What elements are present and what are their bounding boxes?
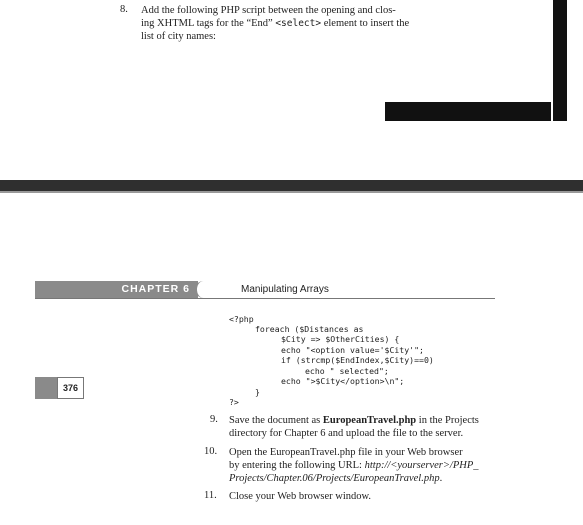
chapter-tab-notch [195, 281, 231, 298]
page-number-box [35, 377, 84, 399]
code-line: echo "<option value='$City'"; [281, 345, 424, 355]
code-line: ?> [229, 397, 239, 407]
chapter-title: Manipulating Arrays [241, 284, 329, 295]
step-9-line-2: directory for Chapter 6 and upload the file to the server. [229, 428, 464, 439]
decorative-bar-vertical [553, 0, 567, 121]
decorative-bar-horizontal [385, 102, 551, 121]
step-10-line-3-post: . [439, 473, 443, 484]
chapter-header [35, 281, 495, 299]
code-line: } [255, 387, 260, 397]
code-line: $City => $OtherCities) { [281, 334, 400, 344]
step-10-url-part-2: Projects/Chapter.06/Projects/EuropeanTravel.php [229, 473, 440, 484]
step-8-line-3: list of city names: [141, 31, 216, 42]
step-9-pre: Save the document as [229, 415, 323, 426]
step-9-number: 9. [210, 414, 218, 425]
step-8-number: 8. [120, 4, 128, 15]
code-line: echo ">$City</option>\n"; [281, 376, 405, 386]
step-10-url-part-1: http://<yourserver>/PHP_ [364, 460, 479, 471]
step-9-text [229, 414, 499, 440]
step-9-post: in the Projects [416, 415, 479, 426]
step-8-line-2-post: element to insert the [321, 18, 410, 29]
code-line: <?php [229, 314, 254, 324]
code-line: if (strcmp($EndIndex,$City)==0) [281, 355, 434, 365]
page-divider [0, 180, 583, 191]
step-8-select-code: <select> [275, 18, 322, 29]
step-10-line-1: Open the EuropeanTravel.php file in your Web browser [229, 447, 463, 458]
page-number: 376 [57, 377, 84, 399]
step-8-line-1: Add the following PHP script between the opening and clos- [141, 5, 396, 16]
step-8-line-2-pre: ing XHTML tags for the “End” [141, 18, 276, 29]
code-line: echo " selected"; [305, 366, 389, 376]
step-11-text: Close your Web browser window. [229, 491, 372, 502]
step-10-text [229, 446, 499, 485]
step-10-line-2-pre: by entering the following URL: [229, 460, 365, 471]
step-9-filename: EuropeanTravel.php [322, 415, 417, 426]
chapter-label: CHAPTER 6 [35, 281, 198, 298]
step-11-number: 11. [204, 490, 217, 501]
code-line: foreach ($Distances as [255, 324, 364, 334]
step-10-number: 10. [204, 446, 218, 457]
step-8-text [141, 4, 421, 43]
page-divider-shade [0, 191, 583, 193]
page-number-tab [35, 377, 57, 399]
